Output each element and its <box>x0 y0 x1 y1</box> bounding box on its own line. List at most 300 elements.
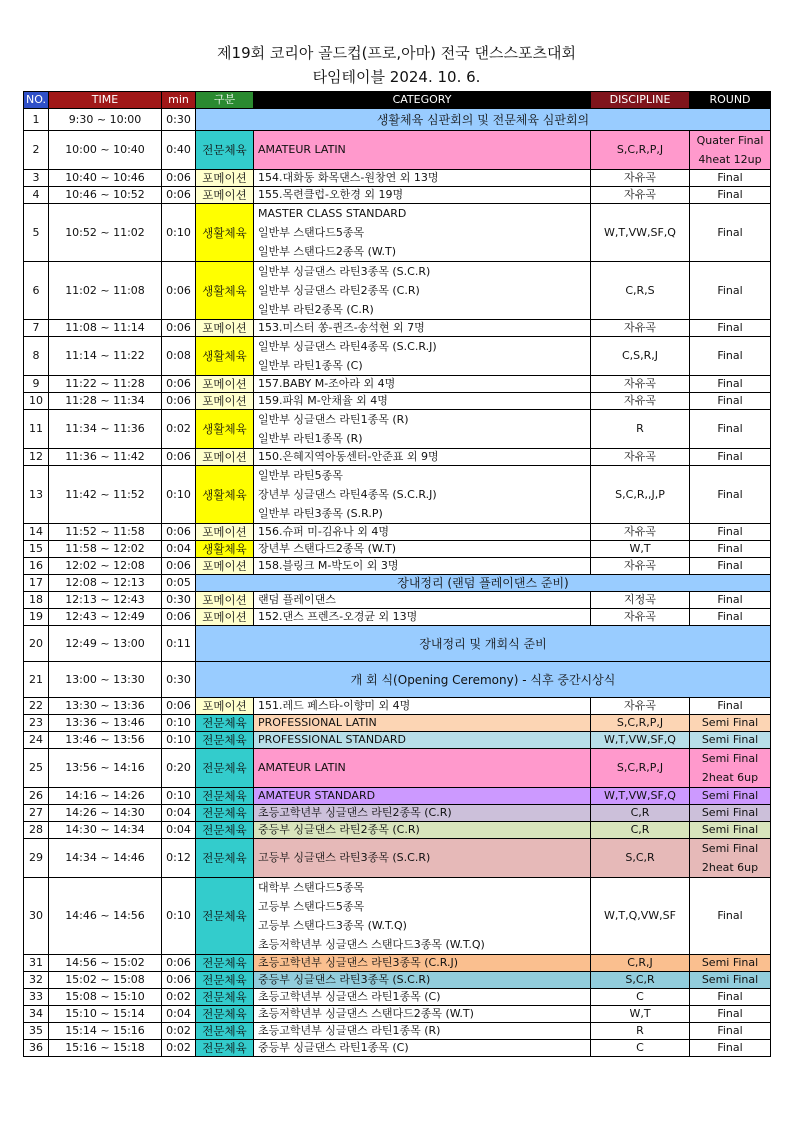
row-category <box>254 376 591 393</box>
row-round <box>690 698 771 715</box>
table-row <box>24 749 771 788</box>
table-row <box>24 204 771 262</box>
row-discipline: W,T <box>591 1006 690 1023</box>
row-min: 0:40 <box>162 131 196 170</box>
header-time: TIME <box>49 92 162 109</box>
row-number: 30 <box>24 878 49 955</box>
row-min: 0:06 <box>162 393 196 410</box>
row-round <box>690 732 771 749</box>
row-min: 0:10 <box>162 788 196 805</box>
row-time: 15:02 ~ 15:08 <box>49 972 162 989</box>
row-category <box>254 839 591 878</box>
category-line: 150.은혜지역아동센터-안준표 외 9명 <box>258 450 439 463</box>
table-row <box>24 592 771 609</box>
category-line: 초등고학년부 싱글댄스 라틴2종목 (C.R) <box>258 806 452 819</box>
row-time: 13:46 ~ 13:56 <box>49 732 162 749</box>
row-number: 27 <box>24 805 49 822</box>
row-category <box>254 337 591 376</box>
row-time: 14:34 ~ 14:46 <box>49 839 162 878</box>
row-min: 0:10 <box>162 878 196 955</box>
row-category <box>254 187 591 204</box>
row-discipline: C <box>591 989 690 1006</box>
header-division: 구분 <box>196 92 254 109</box>
row-discipline: S,C,R <box>591 972 690 989</box>
row-round <box>690 376 771 393</box>
category-line: 152.댄스 프렌즈-오경균 외 13명 <box>258 610 418 623</box>
row-min: 0:06 <box>162 262 196 320</box>
row-division: 포메이션 <box>196 449 254 466</box>
round-line: Final <box>717 1024 743 1037</box>
row-category <box>254 732 591 749</box>
row-min: 0:06 <box>162 170 196 187</box>
row-category <box>254 466 591 524</box>
category-line: 일반부 싱글댄스 라틴2종목 (C.R) <box>258 284 420 297</box>
round-line: Final <box>717 525 743 538</box>
category-line: 중등부 싱글댄스 라틴3종목 (S.C.R) <box>258 973 431 986</box>
row-min: 0:06 <box>162 955 196 972</box>
row-round <box>690 805 771 822</box>
row-round <box>690 449 771 466</box>
category-line: 일반부 라틴3종목 (S.R.P) <box>258 507 383 520</box>
row-round <box>690 592 771 609</box>
table-row <box>24 376 771 393</box>
header-no: NO. <box>24 92 49 109</box>
row-number: 25 <box>24 749 49 788</box>
row-category <box>254 1006 591 1023</box>
row-number: 35 <box>24 1023 49 1040</box>
row-min: 0:10 <box>162 204 196 262</box>
row-category <box>254 989 591 1006</box>
category-line: 일반부 스탠다드2종목 (W.T) <box>258 245 397 258</box>
row-round <box>690 541 771 558</box>
row-division: 포메이션 <box>196 609 254 626</box>
row-round <box>690 393 771 410</box>
row-number: 17 <box>24 575 49 592</box>
row-discipline: 자유곡 <box>591 698 690 715</box>
round-line: Semi Final <box>701 806 759 819</box>
row-time: 14:16 ~ 14:26 <box>49 788 162 805</box>
row-time: 11:14 ~ 11:22 <box>49 337 162 376</box>
row-time: 11:42 ~ 11:52 <box>49 466 162 524</box>
row-division: 포메이션 <box>196 320 254 337</box>
row-time: 14:30 ~ 14:34 <box>49 822 162 839</box>
round-line: Semi Final <box>701 716 759 729</box>
row-number: 33 <box>24 989 49 1006</box>
row-discipline: 자유곡 <box>591 376 690 393</box>
row-round <box>690 466 771 524</box>
category-line: 일반부 스탠다드5종목 <box>258 226 365 239</box>
round-line: Final <box>717 283 743 297</box>
row-number: 7 <box>24 320 49 337</box>
category-line: 장년부 싱글댄스 라틴4종목 (S.C.R.J) <box>258 488 437 501</box>
row-number: 22 <box>24 698 49 715</box>
row-number: 26 <box>24 788 49 805</box>
round-line: Final <box>717 394 743 407</box>
round-line: Final <box>717 542 743 555</box>
row-time: 13:00 ~ 13:30 <box>49 662 162 698</box>
category-line: 고등부 싱글댄스 라틴3종목 (S.C.R) <box>258 851 431 864</box>
row-number: 36 <box>24 1040 49 1057</box>
table-row <box>24 410 771 449</box>
row-number: 11 <box>24 410 49 449</box>
row-round <box>690 839 771 878</box>
row-round <box>690 524 771 541</box>
row-discipline: C,R <box>591 822 690 839</box>
category-line: 고등부 스탠다드5종목 <box>258 900 365 913</box>
header-category: CATEGORY <box>254 92 591 109</box>
row-min: 0:06 <box>162 972 196 989</box>
row-time: 14:26 ~ 14:30 <box>49 805 162 822</box>
row-span-note: 장내정리 (랜덤 플레이댄스 준비) <box>196 575 771 592</box>
table-row <box>24 732 771 749</box>
row-division: 전문체육 <box>196 805 254 822</box>
row-min: 0:11 <box>162 626 196 662</box>
row-category <box>254 131 591 170</box>
round-line: Final <box>717 610 743 623</box>
row-category <box>254 170 591 187</box>
row-division: 전문체육 <box>196 732 254 749</box>
row-round <box>690 1023 771 1040</box>
round-line: Final <box>717 990 743 1003</box>
row-category <box>254 262 591 320</box>
row-min: 0:02 <box>162 1023 196 1040</box>
row-division: 전문체육 <box>196 839 254 878</box>
row-division: 포메이션 <box>196 592 254 609</box>
row-discipline: 자유곡 <box>591 187 690 204</box>
row-division: 포메이션 <box>196 376 254 393</box>
row-division: 전문체육 <box>196 955 254 972</box>
category-line: MASTER CLASS STANDARD <box>258 207 407 220</box>
round-line: Semi Final <box>701 842 759 855</box>
row-round <box>690 822 771 839</box>
row-number: 4 <box>24 187 49 204</box>
row-category <box>254 972 591 989</box>
row-number: 28 <box>24 822 49 839</box>
category-line: 일반부 라틴5종목 <box>258 469 343 482</box>
category-line: 초등저학년부 싱글댄스 스탠다드3종목 (W.T.Q) <box>258 938 485 951</box>
row-min: 0:06 <box>162 449 196 466</box>
row-round <box>690 320 771 337</box>
row-min: 0:10 <box>162 466 196 524</box>
row-number: 16 <box>24 558 49 575</box>
row-number: 24 <box>24 732 49 749</box>
category-line: 대학부 스탠다드5종목 <box>258 881 365 894</box>
round-line: Final <box>717 171 743 184</box>
table-row <box>24 839 771 878</box>
row-category <box>254 1023 591 1040</box>
row-round <box>690 131 771 170</box>
row-time: 10:46 ~ 10:52 <box>49 187 162 204</box>
row-discipline: R <box>591 1023 690 1040</box>
category-line: AMATEUR LATIN <box>258 761 346 774</box>
row-discipline: 자유곡 <box>591 393 690 410</box>
table-row <box>24 466 771 524</box>
row-round <box>690 410 771 449</box>
row-division: 생활체육 <box>196 262 254 320</box>
row-number: 8 <box>24 337 49 376</box>
row-number: 1 <box>24 109 49 131</box>
row-discipline: W,T,VW,SF,Q <box>591 788 690 805</box>
row-min: 0:12 <box>162 839 196 878</box>
row-round <box>690 262 771 320</box>
round-line: Semi Final <box>701 733 759 746</box>
row-discipline: C,R,J <box>591 955 690 972</box>
row-min: 0:30 <box>162 109 196 131</box>
row-time: 13:56 ~ 14:16 <box>49 749 162 788</box>
row-time: 12:43 ~ 12:49 <box>49 609 162 626</box>
row-time: 10:52 ~ 11:02 <box>49 204 162 262</box>
row-round <box>690 609 771 626</box>
category-line: 155.목련클럽-오한경 외 19명 <box>258 188 404 201</box>
row-category <box>254 393 591 410</box>
category-line: 일반부 싱글댄스 라틴4종목 (S.C.R.J) <box>258 340 437 353</box>
category-line: 일반부 싱글댄스 라틴3종목 (S.C.R) <box>258 265 431 278</box>
row-division: 생활체육 <box>196 466 254 524</box>
row-time: 15:10 ~ 15:14 <box>49 1006 162 1023</box>
row-time: 15:14 ~ 15:16 <box>49 1023 162 1040</box>
round-line: 4heat 12up <box>698 153 762 166</box>
table-row <box>24 524 771 541</box>
row-span-note: 장내정리 및 개회식 준비 <box>196 626 771 662</box>
row-number: 6 <box>24 262 49 320</box>
row-min: 0:06 <box>162 320 196 337</box>
round-line: Semi Final <box>701 752 759 765</box>
row-round <box>690 955 771 972</box>
row-round <box>690 558 771 575</box>
table-row <box>24 955 771 972</box>
table-row <box>24 541 771 558</box>
row-min: 0:02 <box>162 1040 196 1057</box>
row-discipline: W,T <box>591 541 690 558</box>
row-category <box>254 320 591 337</box>
category-line: 일반부 싱글댄스 라틴1종목 (R) <box>258 413 409 426</box>
row-span-note: 생활체육 심판회의 및 전문체육 심판회의 <box>196 109 771 131</box>
row-division: 전문체육 <box>196 972 254 989</box>
row-division: 전문체육 <box>196 788 254 805</box>
row-number: 13 <box>24 466 49 524</box>
row-round <box>690 788 771 805</box>
row-round <box>690 989 771 1006</box>
table-row <box>24 989 771 1006</box>
row-division: 생활체육 <box>196 337 254 376</box>
row-discipline: R <box>591 410 690 449</box>
category-line: 중등부 싱글댄스 라틴2종목 (C.R) <box>258 823 420 836</box>
category-line: 153.미스터 쏭-퀸즈-송석현 외 7명 <box>258 321 425 334</box>
row-round <box>690 204 771 262</box>
row-time: 14:56 ~ 15:02 <box>49 955 162 972</box>
row-division: 전문체육 <box>196 822 254 839</box>
header-row <box>24 92 771 109</box>
row-category <box>254 592 591 609</box>
row-number: 31 <box>24 955 49 972</box>
row-category <box>254 715 591 732</box>
round-line: Final <box>717 699 743 712</box>
row-discipline: 자유곡 <box>591 609 690 626</box>
row-time: 11:34 ~ 11:36 <box>49 410 162 449</box>
row-division: 생활체육 <box>196 541 254 558</box>
row-round <box>690 878 771 955</box>
table-row <box>24 393 771 410</box>
row-min: 0:04 <box>162 541 196 558</box>
table-row <box>24 805 771 822</box>
row-number: 23 <box>24 715 49 732</box>
row-category <box>254 698 591 715</box>
row-time: 11:08 ~ 11:14 <box>49 320 162 337</box>
table-row <box>24 822 771 839</box>
row-min: 0:20 <box>162 749 196 788</box>
category-line: 151.레드 페스타-이향미 외 4명 <box>258 699 411 712</box>
row-time: 11:22 ~ 11:28 <box>49 376 162 393</box>
row-round <box>690 1040 771 1057</box>
row-division: 전문체육 <box>196 1040 254 1057</box>
row-min: 0:04 <box>162 1006 196 1023</box>
row-number: 19 <box>24 609 49 626</box>
row-min: 0:05 <box>162 575 196 592</box>
category-line: 154.대화동 화목댄스-원창연 외 13명 <box>258 171 439 184</box>
row-min: 0:06 <box>162 187 196 204</box>
row-time: 14:46 ~ 14:56 <box>49 878 162 955</box>
round-line: 2heat 6up <box>701 771 759 784</box>
row-time: 15:16 ~ 15:18 <box>49 1040 162 1057</box>
document-subtitle: 타임테이블 2024. 10. 6. <box>312 68 481 86</box>
round-line: Semi Final <box>701 973 759 986</box>
row-category <box>254 449 591 466</box>
row-number: 9 <box>24 376 49 393</box>
row-min: 0:02 <box>162 989 196 1006</box>
table-row <box>24 626 771 662</box>
row-discipline: C,R <box>591 805 690 822</box>
row-discipline: 자유곡 <box>591 170 690 187</box>
row-division: 포메이션 <box>196 170 254 187</box>
row-discipline: C <box>591 1040 690 1057</box>
round-line: Final <box>717 225 743 239</box>
row-round <box>690 715 771 732</box>
row-time: 11:02 ~ 11:08 <box>49 262 162 320</box>
row-number: 14 <box>24 524 49 541</box>
table-row <box>24 320 771 337</box>
category-line: AMATEUR LATIN <box>258 143 346 156</box>
row-category <box>254 410 591 449</box>
row-category <box>254 609 591 626</box>
table-row <box>24 558 771 575</box>
category-line: PROFESSIONAL LATIN <box>258 716 377 729</box>
row-division: 전문체육 <box>196 715 254 732</box>
row-division: 생활체육 <box>196 410 254 449</box>
round-line: Final <box>717 422 743 435</box>
table-row <box>24 788 771 805</box>
header-round: ROUND <box>690 92 771 109</box>
row-round <box>690 337 771 376</box>
row-round <box>690 972 771 989</box>
row-division: 포메이션 <box>196 187 254 204</box>
round-line: Final <box>717 909 743 922</box>
row-discipline: S,C,R,,J,P <box>591 466 690 524</box>
row-division: 포메이션 <box>196 524 254 541</box>
category-line: 초등고학년부 싱글댄스 라틴1종목 (C) <box>258 990 441 1003</box>
category-line: 초등고학년부 싱글댄스 라틴1종목 (R) <box>258 1024 441 1037</box>
row-division: 전문체육 <box>196 1006 254 1023</box>
row-number: 12 <box>24 449 49 466</box>
row-discipline: S,C,R,P,J <box>591 131 690 170</box>
row-round <box>690 187 771 204</box>
row-time: 10:00 ~ 10:40 <box>49 131 162 170</box>
category-line: 랜덤 플레이댄스 <box>258 593 336 606</box>
row-number: 18 <box>24 592 49 609</box>
row-min: 0:30 <box>162 592 196 609</box>
table-row <box>24 187 771 204</box>
row-time: 12:49 ~ 13:00 <box>49 626 162 662</box>
row-division: 생활체육 <box>196 204 254 262</box>
row-number: 10 <box>24 393 49 410</box>
row-number: 21 <box>24 662 49 698</box>
row-discipline: 자유곡 <box>591 524 690 541</box>
table-row <box>24 1006 771 1023</box>
row-division: 포메이션 <box>196 558 254 575</box>
row-category <box>254 204 591 262</box>
row-division: 전문체육 <box>196 989 254 1006</box>
row-discipline: 지정곡 <box>591 592 690 609</box>
row-number: 5 <box>24 204 49 262</box>
row-min: 0:06 <box>162 698 196 715</box>
category-line: AMATEUR STANDARD <box>258 789 376 802</box>
row-min: 0:06 <box>162 524 196 541</box>
row-number: 15 <box>24 541 49 558</box>
row-min: 0:30 <box>162 662 196 698</box>
table-row <box>24 337 771 376</box>
row-discipline: S,C,R,P,J <box>591 749 690 788</box>
row-min: 0:10 <box>162 732 196 749</box>
table-row <box>24 575 771 592</box>
row-number: 29 <box>24 839 49 878</box>
row-discipline: C,S,R,J <box>591 337 690 376</box>
row-time: 12:02 ~ 12:08 <box>49 558 162 575</box>
row-discipline: 자유곡 <box>591 558 690 575</box>
row-round <box>690 170 771 187</box>
category-line: 일반부 라틴1종목 (R) <box>258 432 363 445</box>
round-line: Final <box>717 1007 743 1020</box>
row-category <box>254 822 591 839</box>
row-time: 15:08 ~ 15:10 <box>49 989 162 1006</box>
row-min: 0:04 <box>162 805 196 822</box>
row-discipline: W,T,VW,SF,Q <box>591 204 690 262</box>
row-number: 34 <box>24 1006 49 1023</box>
category-line: 일반부 라틴2종목 (C.R) <box>258 303 374 316</box>
row-time: 10:40 ~ 10:46 <box>49 170 162 187</box>
row-min: 0:06 <box>162 376 196 393</box>
table-row <box>24 262 771 320</box>
row-category <box>254 805 591 822</box>
round-line: Final <box>717 377 743 390</box>
row-round <box>690 749 771 788</box>
row-category <box>254 1040 591 1057</box>
row-time: 11:52 ~ 11:58 <box>49 524 162 541</box>
row-category <box>254 541 591 558</box>
row-min: 0:06 <box>162 558 196 575</box>
table-row <box>24 698 771 715</box>
row-category <box>254 558 591 575</box>
row-time: 11:36 ~ 11:42 <box>49 449 162 466</box>
category-line: 159.파워 M-안채율 외 4명 <box>258 394 388 407</box>
round-line: Final <box>717 593 743 606</box>
row-category <box>254 524 591 541</box>
category-line: 157.BABY M-조아라 외 4명 <box>258 377 396 390</box>
row-span-note: 개 회 식(Opening Ceremony) - 식후 중간시상식 <box>196 662 771 698</box>
round-line: Quater Final <box>696 134 764 147</box>
table-row <box>24 131 771 170</box>
row-min: 0:08 <box>162 337 196 376</box>
row-discipline: 자유곡 <box>591 449 690 466</box>
round-line: Semi Final <box>701 789 759 802</box>
